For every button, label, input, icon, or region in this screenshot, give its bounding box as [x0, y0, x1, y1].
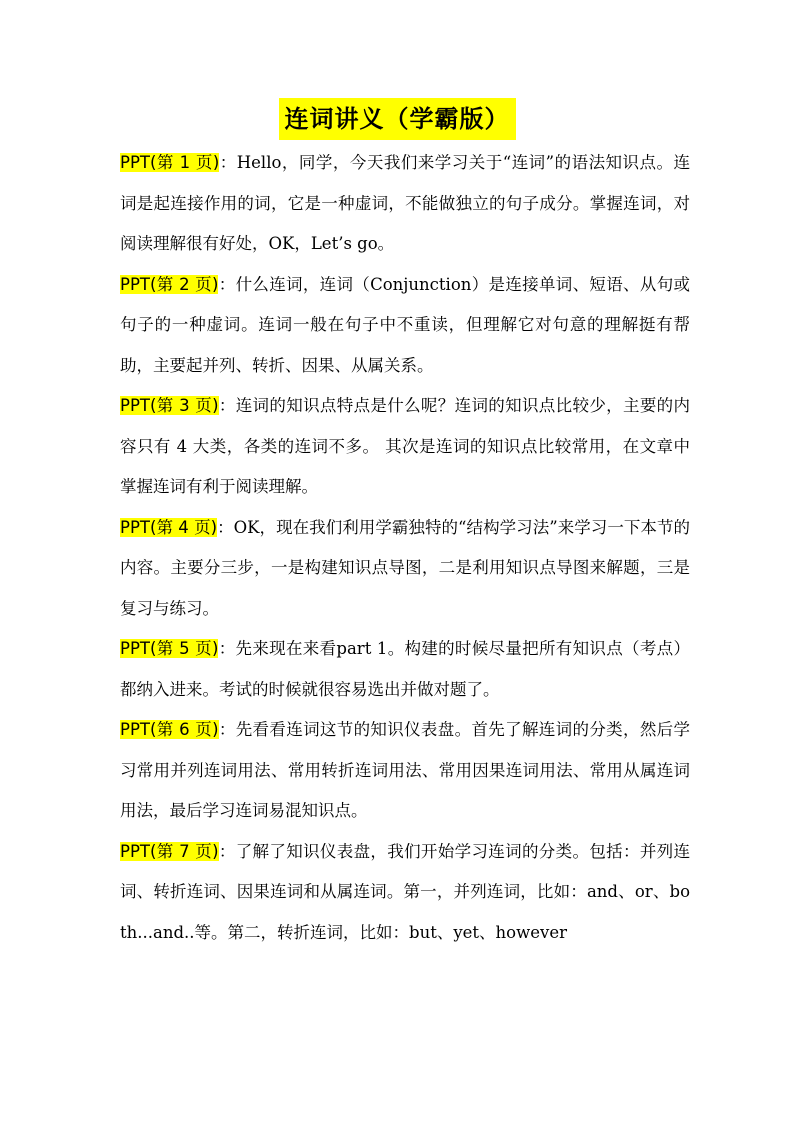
label-separator: ：	[217, 517, 234, 537]
label-separator: ：	[218, 274, 236, 294]
title-wrap	[0, 98, 794, 140]
page-title: 连词讲义（学霸版）	[279, 98, 516, 140]
paragraph-ppt-4	[120, 508, 690, 630]
paragraph-text: 先看看连词这节的知识仪表盘。首先了解连词的分类，然后学习常用并列连词用法、常用转折连词用法、常用因果连词用法、常用从属连词用法，最后学习连词易混知识点。	[120, 720, 691, 820]
paragraph-text: OK，现在我们利用学霸独特的“结构学习法”来学习一下本节的内容。主要分三步，一是构建知识点导图，二是利用知识点导图来解题，三是复习与练习。	[120, 517, 691, 618]
ppt-page-label: PPT(第 6 页)	[120, 720, 219, 739]
paragraph-ppt-3	[120, 386, 690, 508]
label-separator: ：	[218, 720, 236, 739]
paragraph-ppt-1	[120, 143, 690, 265]
ppt-page-label: PPT(第 2 页)	[120, 274, 219, 294]
ppt-page-label: PPT(第 4 页)	[120, 517, 218, 537]
paragraph-ppt-7	[120, 832, 690, 954]
ppt-page-label: PPT(第 1 页)	[120, 153, 220, 172]
paragraph-text: 什么连词，连词（Conjunction）是连接单词、短语、从句或句子的一种虚词。连词一般在句子中不重读，但理解它对句意的理解挺有帮助，主要起并列、转折、因果、从属关系。	[120, 274, 691, 375]
paragraph-ppt-2	[120, 265, 690, 387]
label-separator: ：	[218, 841, 236, 861]
paragraph-text: 了解了知识仪表盘，我们开始学习连词的分类。包括：并列连词、转折连词、因果连词和从属连词。第一，并列连词，比如：and、or、both...and..等。第二，转折连词，比如：but、yet、however	[120, 841, 691, 942]
document-body	[120, 143, 690, 953]
paragraph-ppt-6	[120, 710, 690, 832]
label-separator: ：	[219, 153, 237, 172]
paragraph-ppt-5	[120, 629, 690, 710]
label-separator: ：	[218, 396, 236, 415]
ppt-page-label: PPT(第 5 页)	[120, 639, 219, 658]
ppt-page-label: PPT(第 7 页)	[120, 841, 219, 861]
paragraph-text: Hello，同学，今天我们来学习关于“连词”的语法知识点。连词是起连接作用的词，它是一种虚词，不能做独立的句子成分。掌握连词，对阅读理解很有好处，OK，Let’s go。	[120, 153, 691, 253]
label-separator: ：	[218, 639, 236, 658]
paragraph-text: 先来现在来看part 1。构建的时候尽量把所有知识点（考点）都纳入进来。考试的时候就很容易选出并做对题了。	[120, 639, 690, 699]
paragraph-text: 连词的知识点特点是什么呢？连词的知识点比较少，主要的内容只有 4 大类，各类的连词不多。 其次是连词的知识点比较常用，在文章中掌握连词有利于阅读理解。	[120, 396, 691, 496]
ppt-page-label: PPT(第 3 页)	[120, 396, 219, 415]
